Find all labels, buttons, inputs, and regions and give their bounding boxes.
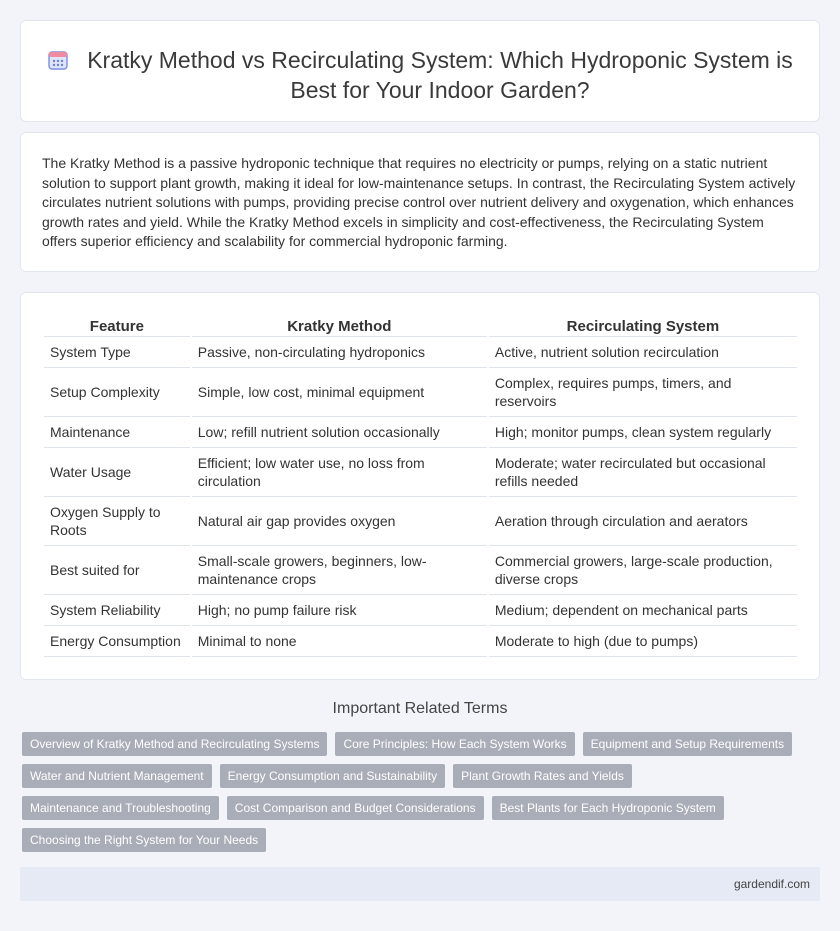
table-cell: Low; refill nutrient solution occasionally bbox=[192, 417, 487, 448]
related-term-tag[interactable]: Best Plants for Each Hydroponic System bbox=[492, 796, 724, 820]
table-cell: Aeration through circulation and aerators bbox=[489, 497, 797, 546]
table-row bbox=[44, 417, 797, 448]
table-row bbox=[44, 368, 797, 417]
table-cell: Moderate to high (due to pumps) bbox=[489, 626, 797, 657]
table-cell: Efficient; low water use, no loss from circulation bbox=[192, 448, 487, 497]
related-term-tag[interactable]: Equipment and Setup Requirements bbox=[583, 732, 792, 756]
table-cell: System Reliability bbox=[44, 595, 190, 626]
table-cell: Commercial growers, large-scale production, diverse crops bbox=[489, 546, 797, 595]
related-term-tag[interactable]: Overview of Kratky Method and Recirculating Systems bbox=[22, 732, 327, 756]
table-cell: Water Usage bbox=[44, 448, 190, 497]
title-card bbox=[20, 20, 820, 122]
related-terms-heading: Important Related Terms bbox=[332, 700, 508, 717]
table-header-row bbox=[44, 315, 797, 337]
table-cell: Minimal to none bbox=[192, 626, 487, 657]
table-cell: Moderate; water recirculated but occasional refills needed bbox=[489, 448, 797, 497]
table-cell: Passive, non-circulating hydroponics bbox=[192, 337, 487, 368]
table-cell: Natural air gap provides oxygen bbox=[192, 497, 487, 546]
table-cell: Best suited for bbox=[44, 546, 190, 595]
title-wrap bbox=[21, 45, 819, 105]
table-cell: High; no pump failure risk bbox=[192, 595, 487, 626]
related-term-tag[interactable]: Cost Comparison and Budget Considerations bbox=[227, 796, 484, 820]
table-row bbox=[44, 626, 797, 657]
footer-bar bbox=[20, 867, 820, 901]
intro-paragraph: The Kratky Method is a passive hydroponic technique that requires no electricity or pumps, relying on a static nutrient solution to support plant growth, making it ideal for low-maintenance setups. In contrast, the Recirculating System actively circulates nutrient solutions with pumps, providing precise control over nutrient delivery and oxygenation, which enhances growth rates and yield. While the Kratky Method excels in simplicity and cost-effectiveness, the Recirculating System offers superior efficiency and scalability for commercial hydroponic farming. bbox=[42, 155, 796, 250]
intro-card bbox=[20, 132, 820, 272]
table-row bbox=[44, 448, 797, 497]
table-cell: Medium; dependent on mechanical parts bbox=[489, 595, 797, 626]
related-term-tag[interactable]: Energy Consumption and Sustainability bbox=[220, 764, 445, 788]
table-cell: Complex, requires pumps, timers, and reservoirs bbox=[489, 368, 797, 417]
header-kratky: Kratky Method bbox=[192, 315, 487, 337]
table-cell: System Type bbox=[44, 337, 190, 368]
related-term-tag[interactable]: Water and Nutrient Management bbox=[22, 764, 212, 788]
header-feature: Feature bbox=[44, 315, 190, 337]
table-cell: Energy Consumption bbox=[44, 626, 190, 657]
table-row bbox=[44, 595, 797, 626]
calendar-icon bbox=[47, 49, 69, 71]
table-cell: Oxygen Supply to Roots bbox=[44, 497, 190, 546]
table-cell: Simple, low cost, minimal equipment bbox=[192, 368, 487, 417]
related-term-tag[interactable]: Plant Growth Rates and Yields bbox=[453, 764, 632, 788]
footer-site-link[interactable]: gardendif.com bbox=[733, 877, 810, 891]
table-cell: Small-scale growers, beginners, low-maintenance crops bbox=[192, 546, 487, 595]
table-cell: Active, nutrient solution recirculation bbox=[489, 337, 797, 368]
comparison-table-card bbox=[20, 292, 820, 680]
related-term-tag[interactable]: Choosing the Right System for Your Needs bbox=[22, 828, 266, 852]
comparison-table bbox=[42, 315, 799, 657]
table-cell: High; monitor pumps, clean system regularly bbox=[489, 417, 797, 448]
table-row bbox=[44, 337, 797, 368]
related-term-tag[interactable]: Maintenance and Troubleshooting bbox=[22, 796, 219, 820]
header-recirculating: Recirculating System bbox=[489, 315, 797, 337]
page-title: Kratky Method vs Recirculating System: Which Hydroponic System is Best for Your Indoor Garden? bbox=[87, 47, 793, 103]
table-cell: Setup Complexity bbox=[44, 368, 190, 417]
related-terms-list bbox=[22, 732, 822, 852]
table-row bbox=[44, 497, 797, 546]
table-cell: Maintenance bbox=[44, 417, 190, 448]
related-term-tag[interactable]: Core Principles: How Each System Works bbox=[335, 732, 574, 756]
table-row bbox=[44, 546, 797, 595]
